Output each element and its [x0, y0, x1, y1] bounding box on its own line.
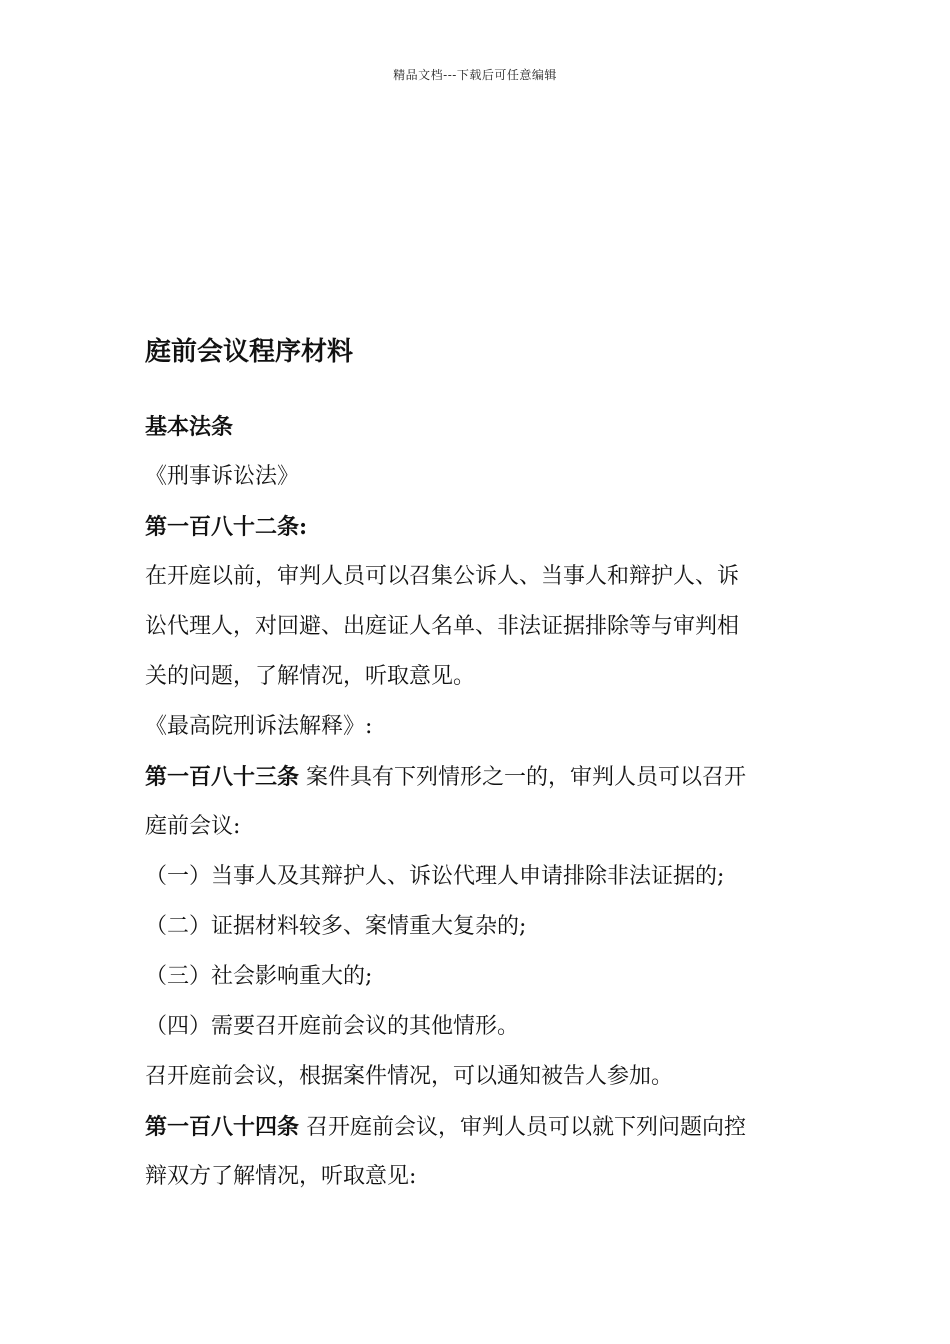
header-watermark: 精品文档---下载后可任意编辑	[393, 68, 557, 82]
article-183-item-1: （一）当事人及其辩护人、诉讼代理人申请排除非法证据的;	[145, 864, 725, 889]
article-183-item-3: （三）社会影响重大的;	[145, 964, 373, 989]
article-183-text-1: 案件具有下列情形之一的，审判人员可以召开	[299, 765, 747, 790]
article-183-item-4: （四）需要召开庭前会议的其他情形。	[145, 1014, 520, 1039]
article-182-line-2: 讼代理人，对回避、出庭证人名单、非法证据排除等与审判相	[145, 614, 740, 639]
document-body	[145, 330, 805, 1202]
article-184-line-1	[145, 1102, 805, 1152]
article-183-line-1	[145, 752, 805, 802]
article-183-line-2: 庭前会议:	[145, 814, 241, 839]
section-heading: 基本法条	[145, 414, 234, 440]
article-184-label: 第一百八十四条	[145, 1114, 300, 1140]
article-184-text-1: 召开庭前会议，审判人员可以就下列问题向控	[299, 1115, 747, 1140]
article-182-heading: 第一百八十二条:	[145, 514, 308, 540]
document-title: 庭前会议程序材料	[145, 337, 354, 367]
article-183-label: 第一百八十三条	[145, 764, 300, 790]
article-182-line-1: 在开庭以前，审判人员可以召集公诉人、当事人和辩护人、诉	[145, 564, 740, 589]
article-182-line-3: 关的问题，了解情况，听取意见。	[145, 664, 476, 689]
article-184-line-2: 辩双方了解情况，听取意见:	[145, 1164, 417, 1189]
law-name-interpretation: 《最高院刑诉法解释》:	[145, 714, 373, 739]
article-183-closing: 召开庭前会议，根据案件情况，可以通知被告人参加。	[145, 1064, 674, 1089]
law-name-criminal-procedure: 《刑事诉讼法》	[145, 464, 300, 489]
article-183-item-2: （二）证据材料较多、案情重大复杂的;	[145, 914, 527, 939]
